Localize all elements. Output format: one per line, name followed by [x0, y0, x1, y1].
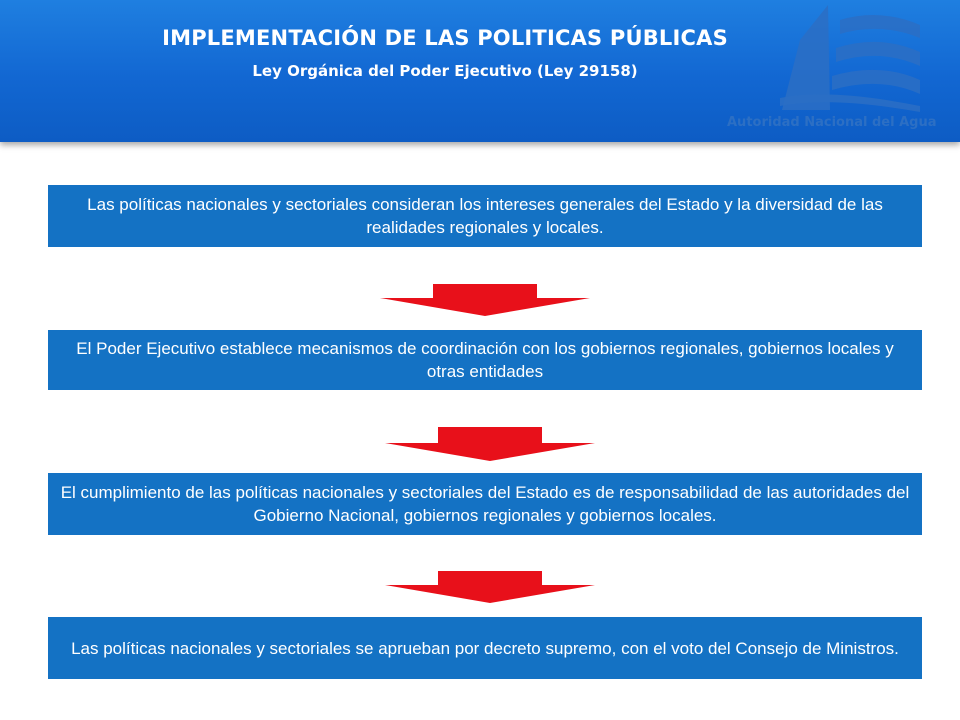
step-box-4 — [48, 617, 922, 679]
header-banner — [0, 0, 960, 142]
down-arrow-icon — [380, 571, 600, 605]
page-subtitle: Ley Orgánica del Poder Ejecutivo (Ley 29158) — [252, 62, 638, 80]
step-text-4: Las políticas nacionales y sectoriales se aprueban por decreto supremo, con el voto del Consejo de Ministros. — [71, 638, 899, 658]
step-box-3 — [48, 473, 922, 535]
step-box-2 — [48, 330, 922, 390]
step-text-2: El Poder Ejecutivo establece mecanismos de coordinación con los gobiernos regionales, gobiernos locales y otras entidades — [76, 339, 894, 381]
step-text-1: Las políticas nacionales y sectoriales consideran los intereses generales del Estado y la diversidad de las realidades regionales y locales. — [87, 195, 883, 237]
down-arrow-icon — [375, 284, 595, 318]
down-arrow-icon — [380, 427, 600, 463]
page-title: IMPLEMENTACIÓN DE LAS POLITICAS PÚBLICAS — [162, 26, 728, 50]
logo-label: Autoridad Nacional del Agua — [727, 115, 937, 130]
step-box-1 — [48, 185, 922, 247]
step-text-3: El cumplimiento de las políticas nacionales y sectoriales del Estado es de responsabilidad de las autoridades del Gobierno Nacional, gobiernos regionales y gobiernos locales. — [60, 483, 910, 525]
